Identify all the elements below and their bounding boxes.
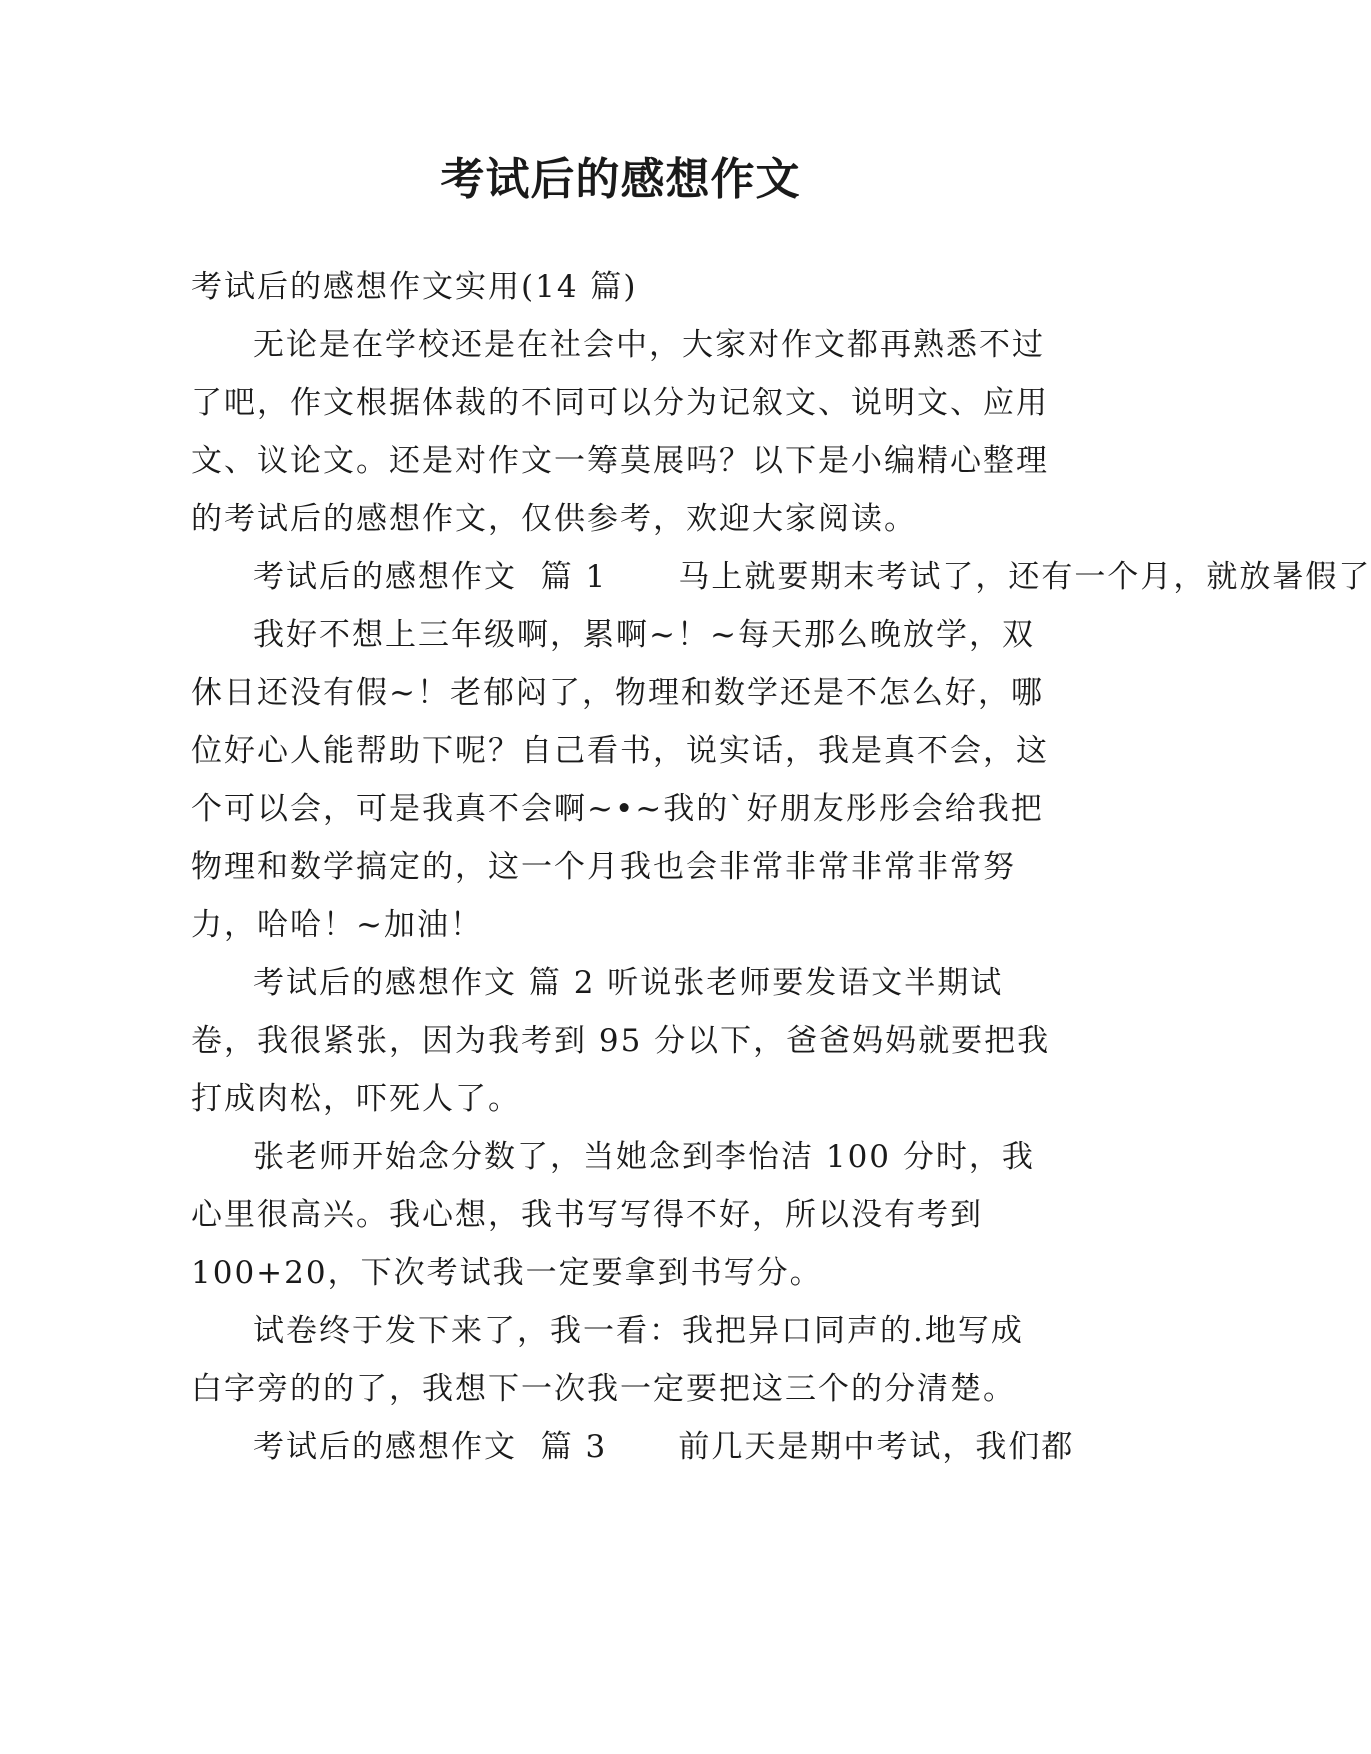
document-body — [191, 258, 1371, 1476]
paragraph-section-2-heading: 考试后的感想作文 篇 2 听说张老师要发语文半期试卷，我很紧张，因为我考到 95 分以下，爸爸妈妈就要把我打成肉松，吓死人了。 — [191, 965, 1051, 1117]
paragraph-section-1-body: 我好不想上三年级啊，累啊~！~每天那么晚放学，双休日还没有假~！老郁闷了，物理和数学还是不怎么好，哪位好心人能帮助下呢？自己看书，说实话，我是真不会，这个可以会，可是我真不会啊~•~我的`好朋友彤彤会给我把物理和数学搞定的，这一个月我也会非常非常非常非常努力，哈哈！~加油！ — [191, 617, 1049, 943]
paragraph-section-3-heading: 考试后的感想作文 篇 3 前几天是期中考试，我们都 — [253, 1429, 1075, 1465]
paragraph-section-2-body-2: 试卷终于发下来了，我一看：我把异口同声的.地写成白字旁的的了，我想下一次我一定要把这三个的分清楚。 — [191, 1313, 1024, 1407]
paragraph-section-1-heading: 考试后的感想作文 篇 1 马上就要期末考试了，还有一个月，就放暑假了 — [253, 559, 1371, 595]
paragraph-section-2-body-1: 张老师开始念分数了，当她念到李怡洁 100 分时，我心里很高兴。我心想，我书写写得不好，所以没有考到100+20，下次考试我一定要拿到书写分。 — [191, 1139, 1035, 1291]
document-subtitle: 考试后的感想作文实用(14 篇) — [191, 269, 638, 305]
paragraph-intro: 无论是在学校还是在社会中，大家对作文都再熟悉不过了吧，作文根据体裁的不同可以分为记叙文、说明文、应用文、议论文。还是对作文一筹莫展吗？以下是小编精心整理的考试后的感想作文，仅供参考，欢迎大家阅读。 — [191, 327, 1049, 537]
document-title: 考试后的感想作文 — [440, 154, 801, 205]
